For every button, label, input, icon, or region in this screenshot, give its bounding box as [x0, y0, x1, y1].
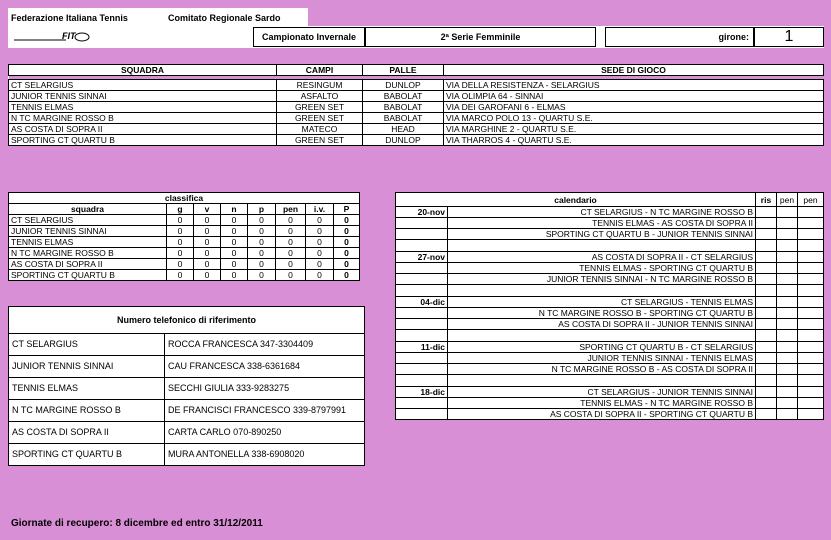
round-date — [396, 364, 448, 375]
cell: 0 — [248, 237, 276, 248]
cell: 0 — [221, 226, 248, 237]
gap-cell — [756, 375, 777, 387]
cell: 0 — [248, 226, 276, 237]
cell: 0 — [221, 237, 248, 248]
cell: AS COSTA DI SOPRA II — [9, 124, 277, 135]
cell: BABOLAT — [363, 91, 444, 102]
gap-cell — [798, 285, 824, 297]
pen-cell — [777, 409, 798, 420]
round-date — [396, 409, 448, 420]
cell: CT SELARGIUS — [9, 215, 167, 226]
pen-cell — [798, 342, 824, 353]
cell: 0 — [248, 259, 276, 270]
match: JUNIOR TENNIS SINNAI - N TC MARGINE ROSSO B — [448, 274, 756, 285]
cell: 0 — [306, 237, 334, 248]
round-gap — [396, 330, 824, 342]
cell: VIA DEI GAROFANI 6 - ELMAS — [444, 102, 824, 113]
series-cell — [365, 27, 596, 47]
cell: MATECO — [277, 124, 363, 135]
col-squadra: SQUADRA — [9, 65, 277, 76]
result-cell — [756, 263, 777, 274]
table-row — [396, 207, 824, 218]
match: N TC MARGINE ROSSO B - SPORTING CT QUARTU B — [448, 308, 756, 319]
round-date — [396, 218, 448, 229]
table-row — [396, 387, 824, 398]
girone-label-cell — [605, 27, 754, 47]
committee-name: Comitato Regionale Sardo — [168, 13, 281, 23]
table-row — [9, 248, 360, 259]
championship-label: Campionato Invernale — [261, 32, 357, 42]
table-row — [9, 259, 360, 270]
col-points: P — [334, 204, 360, 215]
gap-cell — [396, 330, 448, 342]
table-row — [9, 270, 360, 281]
cell: RESINGUM — [277, 80, 363, 91]
cell: 0 — [306, 259, 334, 270]
cell: N TC MARGINE ROSSO B — [9, 113, 277, 124]
cell: VIA DELLA RESISTENZA - SELARGIUS — [444, 80, 824, 91]
pen-cell — [777, 364, 798, 375]
table-row — [9, 356, 365, 378]
table-row — [396, 263, 824, 274]
table-row — [396, 308, 824, 319]
table-row — [396, 229, 824, 240]
pen-cell — [777, 297, 798, 308]
standings-title: classifica — [9, 193, 360, 204]
gap-cell — [448, 240, 756, 252]
gap-cell — [777, 375, 798, 387]
cell: 0 — [306, 215, 334, 226]
cell: 0 — [167, 259, 194, 270]
result-cell — [756, 364, 777, 375]
table-row — [396, 252, 824, 263]
footer-note: Giornate di recupero: 8 dicembre ed entro 31/12/2011 — [11, 518, 263, 529]
phone-table — [8, 306, 365, 466]
cell: 0 — [334, 226, 360, 237]
cell: DUNLOP — [363, 80, 444, 91]
result-cell — [756, 218, 777, 229]
round-date — [396, 353, 448, 364]
cell: 0 — [306, 226, 334, 237]
match: TENNIS ELMAS - AS COSTA DI SOPRA II — [448, 218, 756, 229]
pen-cell — [777, 229, 798, 240]
match: SPORTING CT QUARTU B - JUNIOR TENNIS SINNAI — [448, 229, 756, 240]
logo-text: FIT — [62, 31, 76, 41]
cell: 0 — [276, 270, 306, 281]
round-date: 11-dic — [396, 342, 448, 353]
round-gap — [396, 240, 824, 252]
result-cell — [756, 308, 777, 319]
cell: 0 — [276, 237, 306, 248]
cell: 0 — [276, 215, 306, 226]
table-row — [396, 319, 824, 330]
table-row — [396, 409, 824, 420]
col-palle: PALLE — [363, 65, 444, 76]
result-cell — [756, 319, 777, 330]
cell: TENNIS ELMAS — [9, 378, 165, 400]
pen-cell — [798, 274, 824, 285]
table-row — [9, 334, 365, 356]
round-date — [396, 398, 448, 409]
table-row — [9, 444, 365, 466]
round-date — [396, 263, 448, 274]
table-row — [9, 378, 365, 400]
table-row — [9, 113, 824, 124]
cell: N TC MARGINE ROSSO B — [9, 248, 167, 259]
cell: 0 — [194, 248, 221, 259]
cell: 0 — [194, 226, 221, 237]
col-pen: pen — [276, 204, 306, 215]
cell: 0 — [221, 248, 248, 259]
col-ris: ris — [756, 193, 777, 207]
cell: HEAD — [363, 124, 444, 135]
table-row — [9, 91, 824, 102]
match: TENNIS ELMAS - SPORTING CT QUARTU B — [448, 263, 756, 274]
pen-cell — [798, 353, 824, 364]
cell: 0 — [194, 270, 221, 281]
cell: DE FRANCISCI FRANCESCO 339-8797991 — [165, 400, 365, 422]
cell: VIA MARGHINE 2 - QUARTU S.E. — [444, 124, 824, 135]
cell: JUNIOR TENNIS SINNAI — [9, 356, 165, 378]
result-cell — [756, 274, 777, 285]
table-row — [9, 135, 824, 146]
pen-cell — [798, 308, 824, 319]
cell: 0 — [167, 270, 194, 281]
gap-cell — [798, 240, 824, 252]
cell: 0 — [276, 248, 306, 259]
cell: JUNIOR TENNIS SINNAI — [9, 226, 167, 237]
cell: BABOLAT — [363, 102, 444, 113]
match: N TC MARGINE ROSSO B - AS COSTA DI SOPRA II — [448, 364, 756, 375]
gap-cell — [798, 375, 824, 387]
cell: 0 — [334, 259, 360, 270]
gap-cell — [448, 330, 756, 342]
table-row — [396, 274, 824, 285]
result-cell — [756, 409, 777, 420]
fit-logo — [12, 30, 92, 44]
result-cell — [756, 252, 777, 263]
table-row — [9, 226, 360, 237]
gap-cell — [777, 240, 798, 252]
pen-cell — [777, 252, 798, 263]
round-date: 20-nov — [396, 207, 448, 218]
pen-cell — [798, 252, 824, 263]
cell: 0 — [306, 270, 334, 281]
cell: 0 — [334, 248, 360, 259]
pen-cell — [798, 218, 824, 229]
table-row — [396, 398, 824, 409]
cell: GREEN SET — [277, 135, 363, 146]
cell: ROCCA FRANCESCA 347-3304409 — [165, 334, 365, 356]
match: AS COSTA DI SOPRA II - JUNIOR TENNIS SINNAI — [448, 319, 756, 330]
cell: TENNIS ELMAS — [9, 102, 277, 113]
gap-cell — [448, 285, 756, 297]
championship-cell — [253, 27, 365, 47]
cell: AS COSTA DI SOPRA II — [9, 422, 165, 444]
gap-cell — [756, 240, 777, 252]
pen-cell — [777, 319, 798, 330]
standings-table — [8, 192, 360, 281]
match: TENNIS ELMAS - N TC MARGINE ROSSO B — [448, 398, 756, 409]
pen-cell — [798, 409, 824, 420]
result-cell — [756, 229, 777, 240]
match: CT SELARGIUS - JUNIOR TENNIS SINNAI — [448, 387, 756, 398]
cell: 0 — [221, 215, 248, 226]
match: AS COSTA DI SOPRA II - CT SELARGIUS — [448, 252, 756, 263]
table-row — [9, 400, 365, 422]
cell: CAU FRANCESCA 338-6361684 — [165, 356, 365, 378]
table-row — [396, 342, 824, 353]
match: SPORTING CT QUARTU B - CT SELARGIUS — [448, 342, 756, 353]
table-row — [9, 80, 824, 91]
pen-cell — [777, 207, 798, 218]
cell: VIA THARROS 4 - QUARTU S.E. — [444, 135, 824, 146]
pen-cell — [798, 207, 824, 218]
cell: 0 — [194, 215, 221, 226]
table-row — [9, 124, 824, 135]
pen-cell — [798, 263, 824, 274]
cell: 0 — [276, 226, 306, 237]
series-label: 2ª Serie Femminile — [440, 32, 521, 42]
cell: N TC MARGINE ROSSO B — [9, 400, 165, 422]
pen-cell — [777, 387, 798, 398]
cell: 0 — [221, 270, 248, 281]
girone-label: girone: — [718, 32, 749, 42]
cell: MURA ANTONELLA 338-6908020 — [165, 444, 365, 466]
round-date — [396, 319, 448, 330]
pen-cell — [798, 319, 824, 330]
col-sede: SEDE DI GIOCO — [444, 65, 824, 76]
result-cell — [756, 342, 777, 353]
cell: 0 — [248, 215, 276, 226]
calendar-title: calendario — [396, 193, 756, 207]
pen-cell — [777, 398, 798, 409]
gap-cell — [756, 330, 777, 342]
cell: 0 — [276, 259, 306, 270]
table-row — [9, 215, 360, 226]
federation-name: Federazione Italiana Tennis — [11, 13, 128, 23]
cell: 0 — [248, 270, 276, 281]
gap-cell — [396, 375, 448, 387]
col-v: v — [194, 204, 221, 215]
teams-table — [8, 64, 824, 146]
match: JUNIOR TENNIS SINNAI - TENNIS ELMAS — [448, 353, 756, 364]
cell: CARTA CARLO 070-890250 — [165, 422, 365, 444]
cell: AS COSTA DI SOPRA II — [9, 259, 167, 270]
col-iv: i.v. — [306, 204, 334, 215]
calendar-table — [395, 192, 824, 420]
col-g: g — [167, 204, 194, 215]
result-cell — [756, 387, 777, 398]
cell: SPORTING CT QUARTU B — [9, 444, 165, 466]
cell: GREEN SET — [277, 113, 363, 124]
cell: BABOLAT — [363, 113, 444, 124]
table-row — [9, 237, 360, 248]
cell: 0 — [248, 248, 276, 259]
pen-cell — [777, 263, 798, 274]
gap-cell — [777, 330, 798, 342]
table-row — [396, 297, 824, 308]
cell: SPORTING CT QUARTU B — [9, 270, 167, 281]
round-date — [396, 308, 448, 319]
round-gap — [396, 375, 824, 387]
gap-cell — [756, 285, 777, 297]
cell: VIA OLIMPIA 64 - SINNAI — [444, 91, 824, 102]
phone-title: Numero telefonico di riferimento — [9, 307, 365, 334]
gap-cell — [396, 285, 448, 297]
cell: 0 — [167, 215, 194, 226]
pen-cell — [798, 229, 824, 240]
cell: 0 — [167, 248, 194, 259]
cell: 0 — [221, 259, 248, 270]
col-p: p — [248, 204, 276, 215]
result-cell — [756, 207, 777, 218]
cell: GREEN SET — [277, 102, 363, 113]
round-date: 18-dic — [396, 387, 448, 398]
cell: SPORTING CT QUARTU B — [9, 135, 277, 146]
cell: TENNIS ELMAS — [9, 237, 167, 248]
match: CT SELARGIUS - TENNIS ELMAS — [448, 297, 756, 308]
result-cell — [756, 353, 777, 364]
pen-cell — [777, 353, 798, 364]
cell: 0 — [167, 226, 194, 237]
round-date — [396, 274, 448, 285]
cell: 0 — [334, 215, 360, 226]
round-date: 04-dic — [396, 297, 448, 308]
pen-cell — [777, 218, 798, 229]
cell: SECCHI GIULIA 333-9283275 — [165, 378, 365, 400]
pen-cell — [798, 297, 824, 308]
col-n: n — [221, 204, 248, 215]
cell: 0 — [194, 259, 221, 270]
pen-cell — [777, 274, 798, 285]
gap-cell — [448, 375, 756, 387]
table-row — [396, 353, 824, 364]
cell: 0 — [194, 237, 221, 248]
cell: DUNLOP — [363, 135, 444, 146]
pen-cell — [777, 308, 798, 319]
girone-value: 1 — [784, 28, 794, 45]
col-campi: CAMPI — [277, 65, 363, 76]
round-date: 27-nov — [396, 252, 448, 263]
match: CT SELARGIUS - N TC MARGINE ROSSO B — [448, 207, 756, 218]
round-date — [396, 229, 448, 240]
gap-cell — [396, 240, 448, 252]
round-gap — [396, 285, 824, 297]
pen-cell — [798, 364, 824, 375]
girone-value-cell — [754, 27, 824, 47]
table-row — [396, 218, 824, 229]
cell: ASFALTO — [277, 91, 363, 102]
cell: 0 — [306, 248, 334, 259]
table-row — [396, 364, 824, 375]
result-cell — [756, 297, 777, 308]
col-squadra: squadra — [9, 204, 167, 215]
result-cell — [756, 398, 777, 409]
cell: 0 — [334, 270, 360, 281]
cell: VIA MARCO POLO 13 - QUARTU S.E. — [444, 113, 824, 124]
col-pen: pen — [777, 193, 798, 207]
pen-cell — [798, 398, 824, 409]
pen-cell — [777, 342, 798, 353]
table-row — [9, 422, 365, 444]
match: AS COSTA DI SOPRA II - SPORTING CT QUARTU B — [448, 409, 756, 420]
col-pen: pen — [798, 193, 824, 207]
cell: CT SELARGIUS — [9, 80, 277, 91]
cell: 0 — [334, 237, 360, 248]
gap-cell — [777, 285, 798, 297]
gap-cell — [798, 330, 824, 342]
cell: 0 — [167, 237, 194, 248]
cell: JUNIOR TENNIS SINNAI — [9, 91, 277, 102]
cell: CT SELARGIUS — [9, 334, 165, 356]
table-row — [9, 102, 824, 113]
pen-cell — [798, 387, 824, 398]
